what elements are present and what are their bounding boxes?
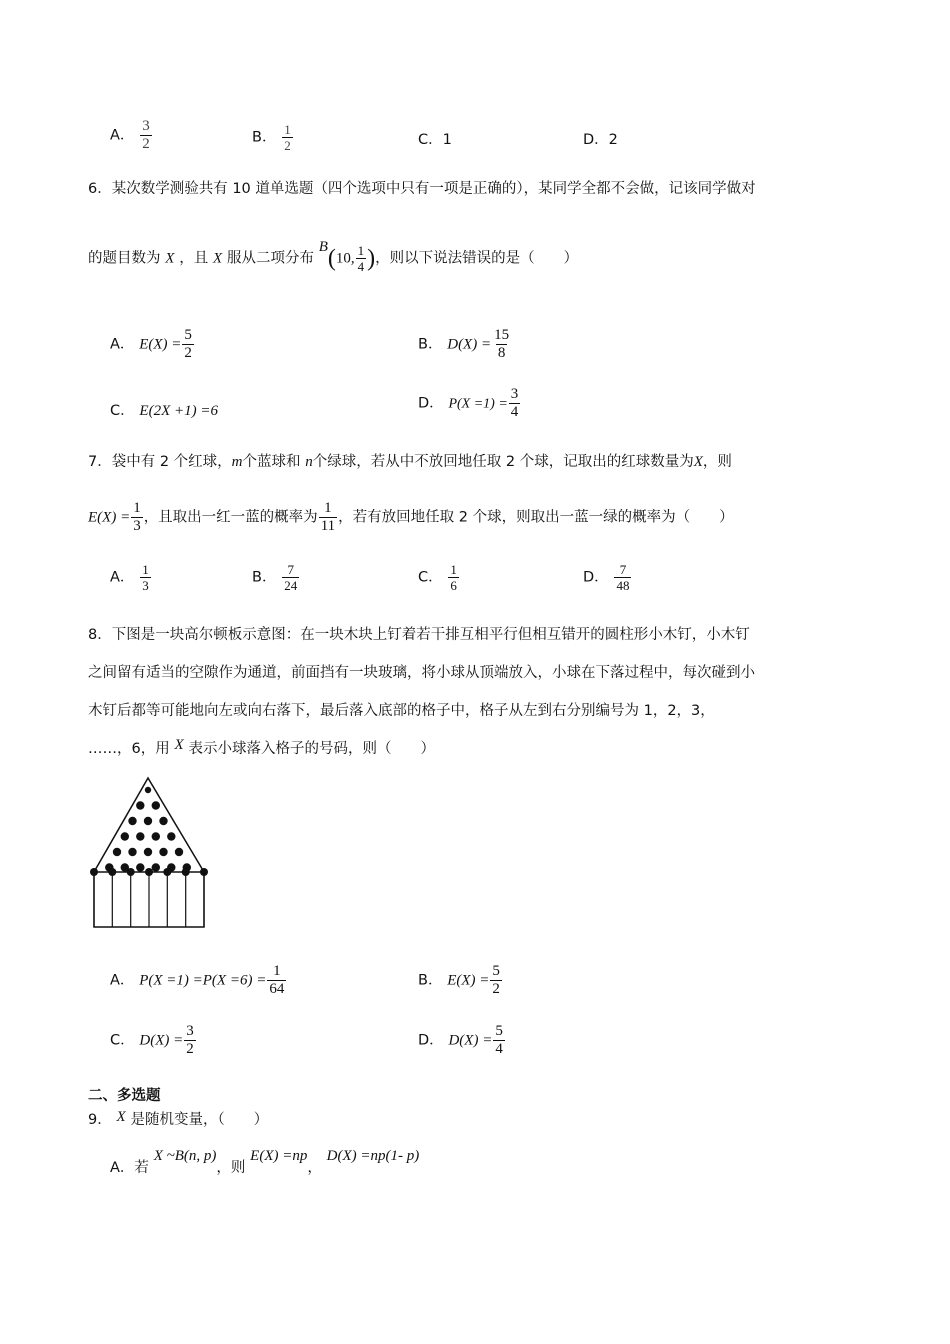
- q8-stem-line1: 8．下图是一块高尔顿板示意图：在一块木块上钉着若干排互相平行但相互错开的圆柱形小木钉，小木钉: [88, 627, 750, 643]
- peg: [175, 848, 183, 856]
- galton-board-figure: [88, 772, 218, 932]
- q6-option-b: B． D(X) = $\frac{15}{8}$: [418, 327, 510, 361]
- q8-option-d: D． D(X) = $\frac{5}{4}$: [418, 1023, 503, 1057]
- peg: [136, 832, 144, 840]
- peg: [144, 817, 152, 825]
- q7-option-b: B． $\frac{7}{24}$: [252, 562, 298, 593]
- peg: [159, 817, 167, 825]
- peg: [128, 817, 136, 825]
- q6-option-a: A． E(X) = $\frac{5}{2}$: [110, 327, 192, 361]
- q9-option-a: A．若 X ~B(n, p)，则 E(X) =np， D(X) =np(1- p): [110, 1148, 420, 1176]
- peg: [144, 848, 152, 856]
- q5-option-d: D．2: [583, 132, 618, 148]
- q5-option-a: A． $\frac{3}{2}$: [110, 118, 150, 152]
- q8-option-b: B． E(X) = $\frac{5}{2}$: [418, 963, 500, 997]
- q6-stem-line1: 6．某次数学测验共有 10 道单选题（四个选项中只有一项是正确的），某同学全都不会做，记该同学做对: [88, 181, 756, 197]
- q7-stem-line2: E(X) = $\frac{1}{3}$ ，且取出一红一蓝的概率为 $\frac{1}{11}$ ，若有放回地任取 2 个球，则取出一蓝一绿的概率为（ ）: [88, 500, 734, 534]
- q6-option-c: C． E(2X +1) =6: [110, 403, 218, 419]
- q7-option-d: D． $\frac{7}{48}$: [583, 562, 630, 593]
- peg: [136, 863, 144, 871]
- peg: [152, 801, 160, 809]
- q5-option-b: B． $\frac{1}{2}$: [252, 122, 291, 153]
- q7-option-a: A． $\frac{1}{3}$: [110, 562, 149, 593]
- peg: [136, 801, 144, 809]
- q8-stem-line4: ……，6，用 X 表示小球落入格子的号码，则（ ）: [88, 737, 435, 757]
- q8-option-c: C． D(X) = $\frac{3}{2}$: [110, 1023, 194, 1057]
- q7-stem-line1: 7．袋中有 2 个红球，m个蓝球和 n个绿球，若从中不放回地任取 2 个球，记取出的红球数量为X，则: [88, 454, 732, 470]
- q9-stem: 9． X 是随机变量，（ ）: [88, 1109, 269, 1128]
- peg: [121, 832, 129, 840]
- peg: [159, 848, 167, 856]
- q8-option-a: A． P(X =1) =P(X =6) = $\frac{1}{64}$: [110, 963, 285, 997]
- q6-option-d: D． P(X =1) = $\frac{3}{4}$: [418, 386, 519, 420]
- q6-stem-line2: 的题目数为 X ，且 X 服从二项分布 B(10, $\frac{1}{4}$ )，则以下说法错误的是（ ）: [88, 238, 579, 274]
- q8-stem-line2: 之间留有适当的空隙作为通道，前面挡有一块玻璃，将小球从顶端放入，小球在下落过程中，每次碰到小: [88, 665, 755, 681]
- q5-option-c: C．1: [418, 132, 452, 148]
- q7-option-c: C． $\frac{1}{6}$: [418, 562, 457, 593]
- section-title-multi-choice: 二、多选题: [88, 1088, 161, 1104]
- peg: [128, 848, 136, 856]
- q8-stem-line3: 木钉后都等可能地向左或向右落下，最后落入底部的格子中，格子从左到右分别编号为 1，2，3，: [88, 703, 715, 719]
- peg: [152, 863, 160, 871]
- peg: [145, 787, 151, 793]
- peg: [152, 832, 160, 840]
- peg: [113, 848, 121, 856]
- peg: [167, 832, 175, 840]
